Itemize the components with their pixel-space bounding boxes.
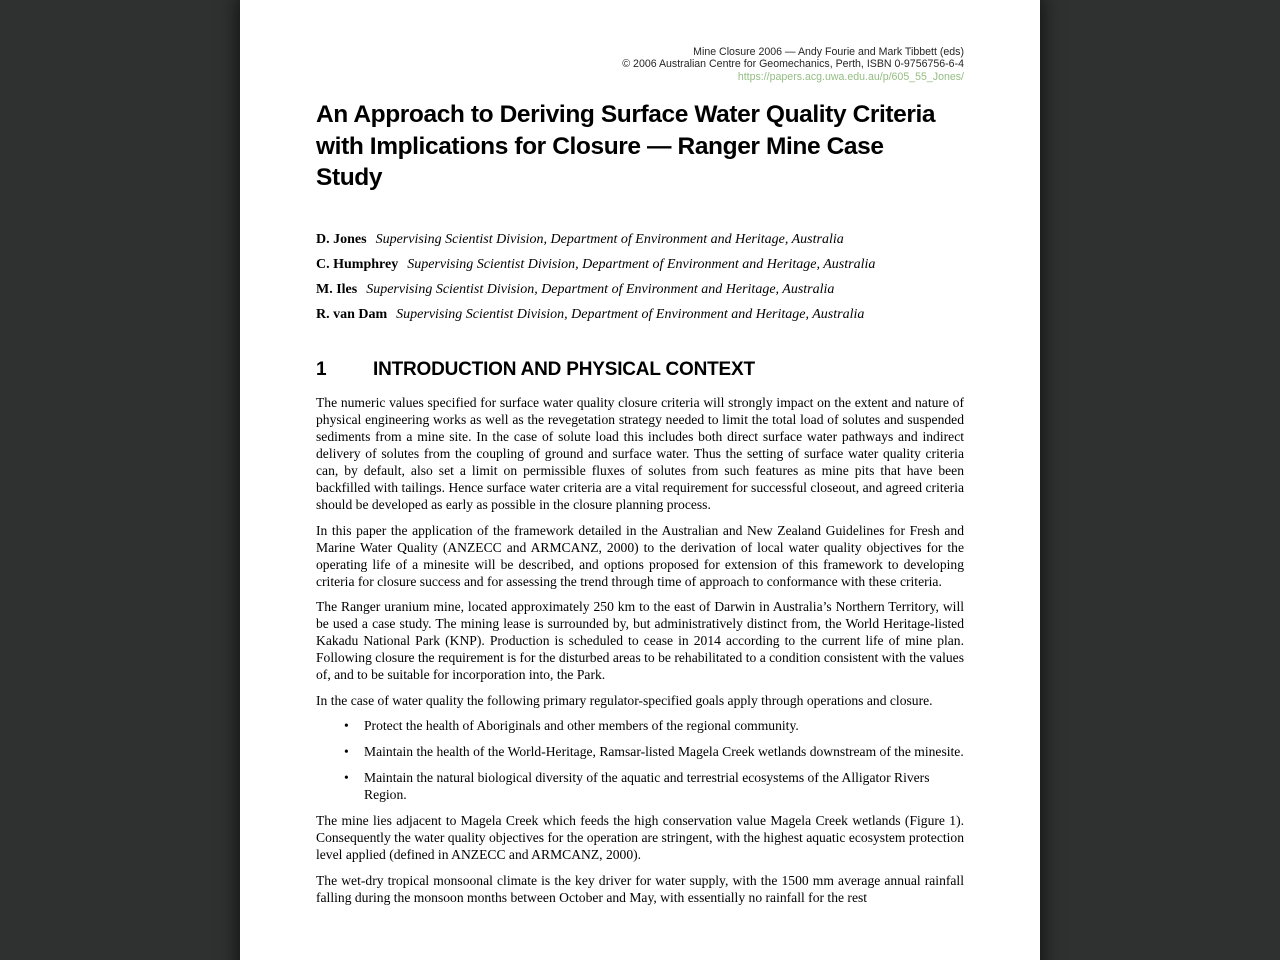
paper-title-line-2: with Implications for Closure — Ranger Mine Case	[316, 132, 884, 160]
author-name: M. Iles	[316, 282, 358, 297]
citation-header	[316, 46, 964, 83]
author-name: D. Jones	[316, 232, 367, 247]
bullet-item: • Maintain the natural biological diversity of the aquatic and terrestrial ecosystems of the Alligator Rivers Region.	[316, 769, 964, 803]
author-name: C. Humphrey	[316, 257, 399, 272]
document-page	[240, 0, 1040, 960]
paper-title-line-1: An Approach to Deriving Surface Water Quality Criteria	[316, 101, 936, 128]
author-affiliation: Supervising Scientist Division, Department of Environment and Heritage, Australia	[407, 257, 876, 272]
author-affiliation: Supervising Scientist Division, Department of Environment and Heritage, Australia	[375, 232, 844, 247]
section-number: 1	[316, 359, 327, 380]
section-title: INTRODUCTION AND PHYSICAL CONTEXT	[373, 359, 755, 380]
paper-title-line-3: Study	[316, 164, 383, 191]
body-paragraph: The mine lies adjacent to Magela Creek which feeds the high conservation value Magela Creek wetlands (Figure 1). Consequently the water quality objectives for the operation are stringent, with the highest aquatic ecosystem protection level applied (defined in ANZECC and ARMCANZ, 2000).	[316, 813, 964, 862]
bullet-item: • Protect the health of Aboriginals and other members of the regional community.	[316, 717, 964, 734]
body-paragraph: The wet-dry tropical monsoonal climate is the key driver for water supply, with the 1500 mm average annual rainfall falling during the monsoon months between October and May, with essentially no rainfall for the rest	[316, 872, 964, 905]
author-list	[316, 226, 986, 326]
author-line	[316, 276, 986, 301]
author-affiliation: Supervising Scientist Division, Department of Environment and Heritage, Australia	[366, 282, 835, 297]
body-paragraph: The Ranger uranium mine, located approximately 250 km to the east of Darwin in Australia’s Northern Territory, will be used a case study. The mining lease is surrounded by, but administratively distinct from, the World Heritage-listed Kakadu National Park (KNP). Production is scheduled to cease in 2014 according to the current life of mine plan. Following closure the requirement is for the disturbed areas to be rehabilitated to a condition consistent with the values of, and to be suitable for incorporation into, the Park.	[316, 599, 964, 682]
bullet-item: • Maintain the health of the World-Heritage, Ramsar-listed Magela Creek wetlands downstream of the minesite.	[316, 743, 964, 760]
body-paragraph: In the case of water quality the following primary regulator-specified goals apply through operations and closure.	[316, 692, 933, 708]
paper-title	[316, 99, 986, 194]
author-affiliation: Supervising Scientist Division, Department of Environment and Heritage, Australia	[396, 307, 865, 322]
section-heading	[316, 357, 964, 383]
goal-bullet-list	[316, 717, 964, 803]
citation-line-1: Mine Closure 2006 — Andy Fourie and Mark Tibbett (eds)	[693, 46, 964, 58]
paper-url-link[interactable]: https://papers.acg.uwa.edu.au/p/605_55_Jones/	[737, 70, 964, 83]
author-line	[316, 226, 986, 251]
citation-line-2: © 2006 Australian Centre for Geomechanics, Perth, ISBN 0-9756756-6-4	[622, 58, 964, 71]
body-paragraph: The numeric values specified for surface water quality closure criteria will strongly impact on the extent and nature of physical engineering works as well as the revegetation strategy needed to limit the total load of solutes and suspended sediments from a mine site. In the case of solute load this includes both direct surface water pathways and indirect delivery of solutes from the coupling of ground and surface water. Thus the setting of surface water quality criteria can, by default, also set a limit on permissible fluxes of solutes from such features as mine pits that have been backfilled with tailings. Hence surface water criteria are a vital requirement for successful closeout, and agreed criteria should be developed as early as possible in the closure planning process.	[316, 395, 964, 512]
author-line	[316, 251, 986, 276]
author-name: R. van Dam	[316, 307, 388, 322]
author-line	[316, 301, 986, 326]
section-1-content	[316, 357, 964, 914]
body-paragraph: In this paper the application of the framework detailed in the Australian and New Zealand Guidelines for Fresh and Marine Water Quality (ANZECC and ARMCANZ, 2000) to the derivation of local water quality objectives for the operating life of a minesite will be described, and options proposed for extension of this framework to developing criteria for closure success and for assessing the trend through time of approach to conformance with these criteria.	[316, 522, 964, 589]
